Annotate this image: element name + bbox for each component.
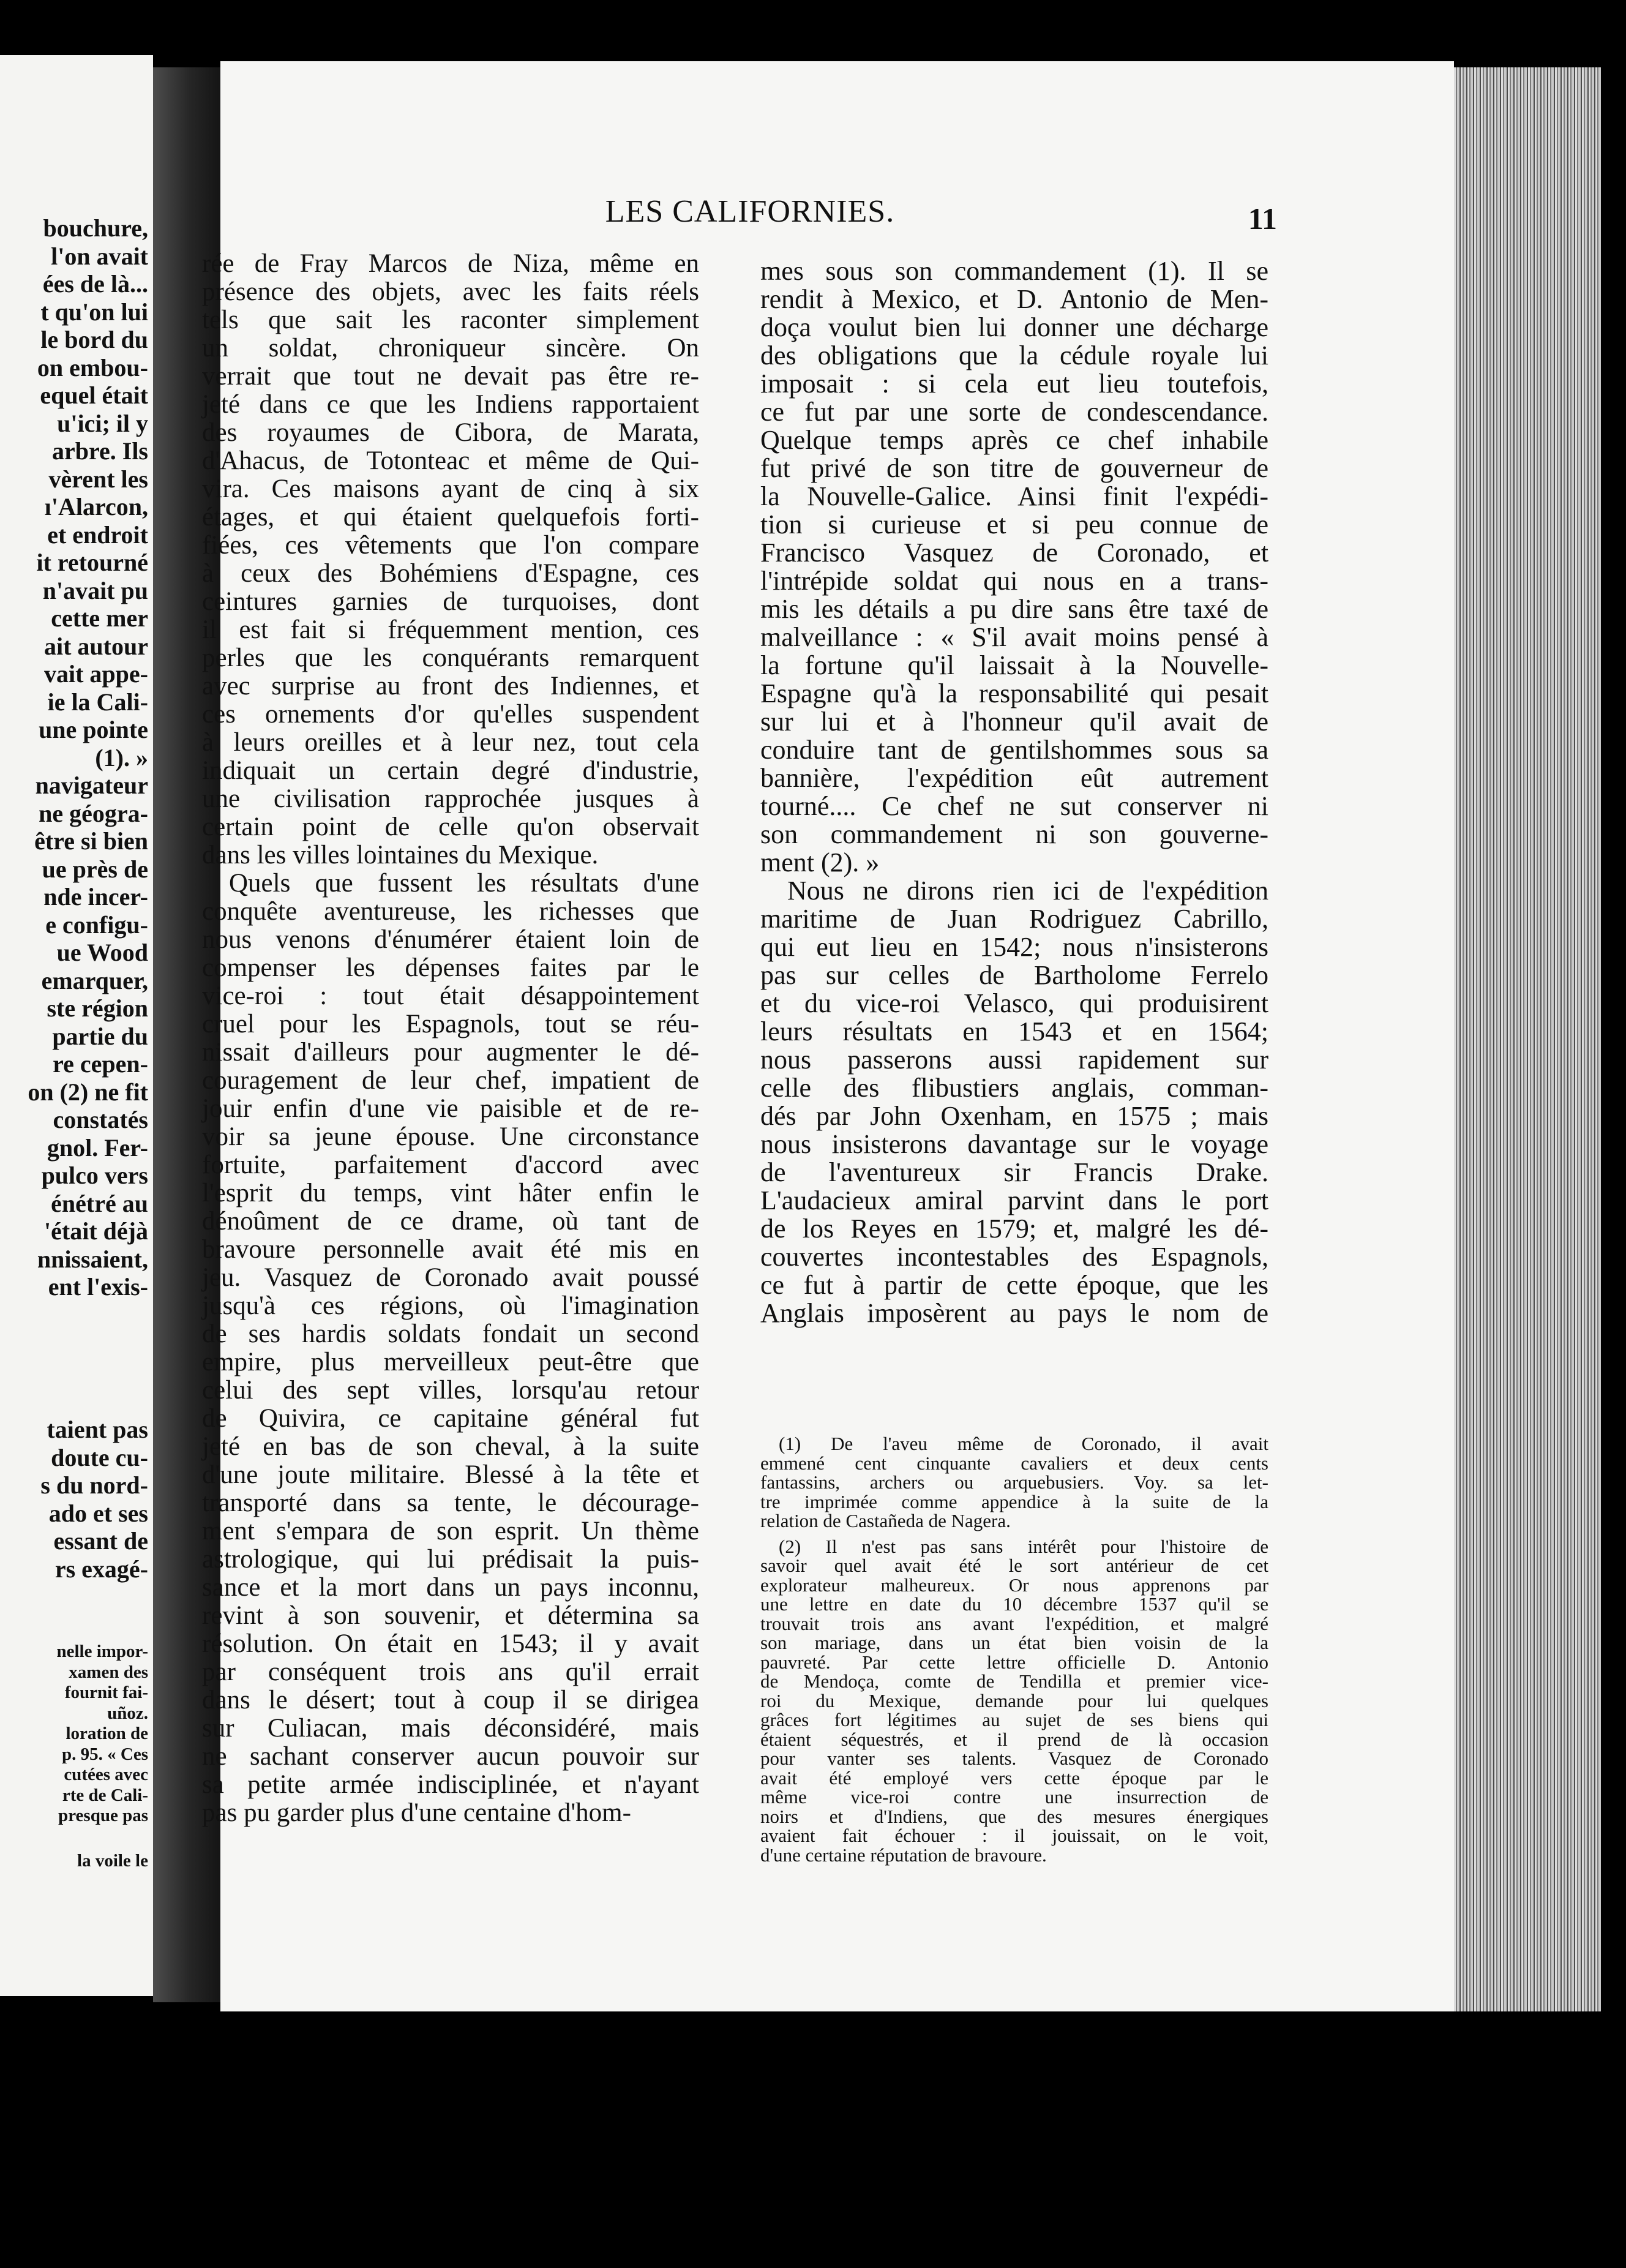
footnote-line: savoir quel avait été le sort antérieur de cet xyxy=(760,1555,1268,1576)
text-line: l'esprit du temps, vint hâter enfin le xyxy=(202,1179,699,1207)
text-line: d'une joute militaire. Blessé à la tête et xyxy=(202,1460,699,1489)
footnote-line: pour vanter ses talents. Vasquez de Coronado xyxy=(760,1748,1268,1769)
text-line: transporté dans sa tente, le décourage- xyxy=(202,1489,699,1517)
text-line: voir sa jeune épouse. Une circonstance xyxy=(202,1122,699,1151)
prev-page-line: pulco vers xyxy=(41,1162,148,1189)
prev-page-line: gnol. Fer- xyxy=(47,1133,148,1162)
text-line: sur Culiacan, mais déconsidéré, mais xyxy=(202,1714,699,1743)
footnote-line: de Mendoça, comte de Tendilla et premier vice- xyxy=(760,1670,1268,1692)
text-line: doça voulut bien lui donner une décharge xyxy=(760,312,1268,342)
text-line: étages, et qui étaient quelquefois forti- xyxy=(202,503,699,531)
text-line: ce fut par une sorte de condescendance. xyxy=(760,397,1268,427)
footnote-line: avait été employé vers cette époque par le xyxy=(760,1767,1268,1789)
prev-page-line: ste région xyxy=(47,994,148,1022)
prev-page-line: nnissaient, xyxy=(37,1245,148,1273)
prev-page-note-line: loration de xyxy=(66,1724,148,1743)
text-line: sur lui et à l'honneur qu'il avait de xyxy=(760,707,1268,737)
text-line: conduire tant de gentilshommes sous sa xyxy=(760,735,1268,765)
text-line: ceintures garnies de turquoises, dont xyxy=(202,587,699,616)
footnote-line: tre imprimée comme appendice à la suite de la xyxy=(760,1490,1268,1512)
prev-page-line: vèrent les xyxy=(48,465,148,493)
footnote-line: même vice-roi contre une insurrection de xyxy=(760,1786,1268,1808)
text-line: de los Reyes en 1579; et, malgré les dé- xyxy=(760,1214,1268,1244)
prev-page-line: ado et ses xyxy=(48,1499,148,1527)
text-line: ces ornements d'or qu'elles suspendent xyxy=(202,700,699,729)
text-line: un soldat, chroniqueur sincère. On xyxy=(202,334,699,362)
prev-page-line: ı'Alarcon, xyxy=(44,493,148,520)
prev-page-line: on embou- xyxy=(37,353,148,381)
text-line: résolution. On était en 1543; il y avait xyxy=(202,1629,699,1658)
text-line: de Quivira, ce capitaine général fut xyxy=(202,1404,699,1433)
text-line: bannière, l'expédition eût autrement xyxy=(760,763,1268,793)
footnote-line: fantassins, archers ou arquebusiers. Voy. sa let- xyxy=(760,1471,1268,1493)
text-line: jusqu'à ces régions, où l'imagination xyxy=(202,1291,699,1320)
footnote-line: pauvreté. Par cette lettre officielle D. Antonio xyxy=(760,1651,1268,1673)
prev-page-line: le bord du xyxy=(40,326,148,353)
text-line: d'Ahacus, de Totonteac et même de Qui- xyxy=(202,446,699,475)
footnotes xyxy=(760,1434,1268,1864)
text-line: leurs résultats en 1543 et en 1564; xyxy=(760,1016,1268,1046)
prev-page-line: être si bien xyxy=(34,827,148,855)
prev-page-line: ie la Cali- xyxy=(47,688,148,716)
text-line: rendit à Mexico, et D. Antonio de Men- xyxy=(760,284,1268,314)
text-line: ce fut à partir de cette époque, que les xyxy=(760,1270,1268,1300)
prev-page-note-line: p. 95. « Ces xyxy=(62,1744,148,1764)
footnote-line: d'une certaine réputation de bravoure. xyxy=(760,1844,1047,1866)
text-line: son commandement ni son gouverne- xyxy=(760,819,1268,849)
prev-page-note-line: presque pas xyxy=(58,1806,148,1825)
text-line: Anglais imposèrent au pays le nom de xyxy=(760,1298,1268,1328)
text-line: nous passerons aussi rapidement sur xyxy=(760,1045,1268,1075)
text-line: pas pu garder plus d'une centaine d'hom- xyxy=(202,1798,631,1827)
text-line: L'audacieux amiral parvint dans le port xyxy=(760,1185,1268,1215)
text-line: rée de Fray Marcos de Niza, même en xyxy=(202,249,699,278)
text-line: fut privé de son titre de gouverneur de xyxy=(760,453,1268,483)
text-line: à ceux des Bohémiens d'Espagne, ces xyxy=(202,559,699,588)
footnote-line: avaient fait échouer : il jouissait, on le voit, xyxy=(760,1825,1268,1846)
text-line: avec surprise au front des Indiennes, et xyxy=(202,672,699,700)
text-line: la fortune qu'il laissait à la Nouvelle- xyxy=(760,650,1268,680)
footnote-line: une lettre en date du 10 décembre 1537 qu'il se xyxy=(760,1593,1268,1615)
text-line: tion si curieuse et si peu connue de xyxy=(760,509,1268,539)
text-line: couragement de leur chef, impatient de xyxy=(202,1066,699,1095)
text-line: de l'aventureux sir Francis Drake. xyxy=(760,1157,1268,1187)
text-line: astrologique, qui lui prédisait la puis- xyxy=(202,1545,699,1574)
text-line: couvertes incontestables des Espagnols, xyxy=(760,1242,1268,1272)
text-line: maritime de Juan Rodriguez Cabrillo, xyxy=(760,904,1268,934)
prev-page-line: bouchure, xyxy=(43,214,148,242)
text-line: jeté en bas de son cheval, à la suite xyxy=(202,1432,699,1461)
text-line: sance et la mort dans un pays inconnu, xyxy=(202,1573,699,1602)
text-line: sa petite armée indisciplinée, et n'ayant xyxy=(202,1770,699,1799)
prev-page-note-line: nelle impor- xyxy=(56,1642,148,1661)
footnote-1 xyxy=(760,1434,1268,1531)
text-line: mes sous son commandement (1). Il se xyxy=(760,256,1268,286)
text-line: perles que les conquérants remarquent xyxy=(202,644,699,672)
text-line: des obligations que la cédule royale lui xyxy=(760,340,1268,370)
prev-page-line: 'était déjà xyxy=(44,1217,148,1245)
footnote-line: noirs et d'Indiens, que des mesures énergiques xyxy=(760,1805,1268,1827)
footnote-line: relation de Castañeda de Nagera. xyxy=(760,1510,1011,1531)
prev-page-line: ue près de xyxy=(42,855,148,883)
text-line: présence des objets, avec les faits réels xyxy=(202,277,699,306)
text-line: tels que sait les raconter simplement xyxy=(202,306,699,334)
text-line: bravoure personnelle avait été mis en xyxy=(202,1235,699,1264)
prev-page-line: ue Wood xyxy=(56,939,148,966)
text-line: Nous ne dirons rien ici de l'expédition xyxy=(787,876,1268,906)
text-line: vice-roi : tout était désappointement xyxy=(202,982,699,1010)
footnote-line: trouvait trois ans avant l'expédition, et malgré xyxy=(760,1612,1268,1634)
text-line: dénoûment de ce drame, où tant de xyxy=(202,1207,699,1236)
prev-page-note-line: rte de Cali- xyxy=(62,1785,148,1805)
prev-page-line: et endroit xyxy=(47,520,148,549)
prev-page-line: ées de là... xyxy=(42,270,148,298)
prev-page-line: e configu- xyxy=(45,911,148,939)
footnote-line: (1) De l'aveu même de Coronado, il avait xyxy=(779,1433,1268,1454)
previous-page-fragment xyxy=(0,55,153,1996)
footnote-line: son mariage, dans un état bien voisin de la xyxy=(760,1632,1268,1653)
text-line: nissait d'ailleurs pour augmenter le dé- xyxy=(202,1038,699,1067)
footnote-line: (2) Il n'est pas sans intérêt pour l'histoire de xyxy=(779,1535,1268,1557)
text-line: celui des sept villes, lorsqu'au retour xyxy=(202,1376,699,1405)
text-line: dés par John Oxenham, en 1575 ; mais xyxy=(760,1101,1268,1131)
text-line: ment (2). » xyxy=(760,847,880,877)
prev-page-line: t qu'on lui xyxy=(40,298,148,326)
prev-page-line: n'avait pu xyxy=(42,576,148,604)
prev-page-line: nde incer- xyxy=(43,883,148,911)
text-line: compenser les dépenses faites par le xyxy=(202,953,699,982)
text-line: à leurs oreilles et à leur nez, tout cela xyxy=(202,728,699,757)
text-line: certain point de celle qu'on observait xyxy=(202,813,699,841)
text-line: et du vice-roi Velasco, qui produisirent xyxy=(760,988,1268,1018)
text-line: jeu. Vasquez de Coronado avait poussé xyxy=(202,1263,699,1292)
text-line: empire, plus merveilleux peut-être que xyxy=(202,1348,699,1376)
text-line: fiées, ces vêtements que l'on compare xyxy=(202,531,699,560)
prev-page-line: (1). » xyxy=(95,743,148,772)
prev-page-line: it retourné xyxy=(36,549,148,576)
text-line: fortuite, parfaitement d'accord avec xyxy=(202,1151,699,1179)
text-line: pas sur celles de Bartholome Ferrelo xyxy=(760,960,1268,990)
text-line: malveillance : « S'il avait moins pensé à xyxy=(760,622,1268,652)
prev-page-line: arbre. Ils xyxy=(51,437,148,465)
text-line: ment s'empara de son esprit. Un thème xyxy=(202,1517,699,1545)
text-line: dans le désert; tout à coup il se dirigea xyxy=(202,1686,699,1714)
text-line: cruel pour les Espagnols, tout se réu- xyxy=(202,1010,699,1038)
text-line: revint à son souvenir, et détermina sa xyxy=(202,1601,699,1630)
prev-page-note-line: cutées avec xyxy=(64,1765,148,1784)
text-line: Francisco Vasquez de Coronado, et xyxy=(760,538,1268,568)
text-line: nous venons d'énumérer étaient loin de xyxy=(202,925,699,954)
text-line: jouir enfin d'une vie paisible et de re- xyxy=(202,1094,699,1123)
prev-page-note-line: uñoz. xyxy=(107,1703,148,1723)
prev-page-line: u'ici; il y xyxy=(57,409,148,437)
prev-page-line: ent l'exis- xyxy=(48,1273,148,1301)
footnote-2 xyxy=(760,1537,1268,1865)
text-line: une civilisation rapprochée jusques à xyxy=(202,784,699,813)
prev-page-line: s du nord- xyxy=(40,1471,148,1499)
text-line: par conséquent trois ans qu'il errait xyxy=(202,1658,699,1686)
prev-page-line: doute cu- xyxy=(51,1443,148,1471)
prev-page-line: essant de xyxy=(53,1527,148,1555)
text-line: imposait : si cela eut lieu toutefois, xyxy=(760,369,1268,399)
text-line: conquête aventureuse, les richesses que xyxy=(202,897,699,926)
left-column xyxy=(202,250,699,1827)
footnote-line: emmené cent cinquante cavaliers et deux cents xyxy=(760,1452,1268,1474)
prev-page-note-line: fournit fai- xyxy=(64,1683,148,1702)
prev-page-line: re cepen- xyxy=(53,1050,148,1078)
page-edge-stack xyxy=(1454,67,1601,2011)
prev-page-line: partie du xyxy=(52,1022,148,1050)
text-line: jeté dans ce que les Indiens rapportaient xyxy=(202,390,699,419)
text-line: l'intrépide soldat qui nous en a trans- xyxy=(760,566,1268,596)
text-line: verrait que tout ne devait pas être re- xyxy=(202,362,699,391)
text-line: mis les détails a pu dire sans être taxé de xyxy=(760,594,1268,624)
prev-page-line: l'on avait xyxy=(51,242,148,270)
prev-page-line: une pointe xyxy=(39,716,148,743)
prev-page-line: taient pas xyxy=(47,1416,148,1443)
prev-page-line: ait autour xyxy=(44,632,148,660)
text-line: celle des flibustiers anglais, comman- xyxy=(760,1073,1268,1103)
text-line: qui eut lieu en 1542; nous n'insisterons xyxy=(760,932,1268,962)
text-line: Quels que fussent les résultats d'une xyxy=(229,869,699,898)
prev-page-line: vait appe- xyxy=(44,660,148,688)
footnote-line: explorateur malheureux. Or nous apprenons par xyxy=(760,1574,1268,1596)
text-line: vira. Ces maisons ayant de cinq à six xyxy=(202,475,699,503)
footnote-line: roi du Mexique, demande pour lui quelques xyxy=(760,1689,1268,1711)
text-line: nous insisterons davantage sur le voyage xyxy=(760,1129,1268,1159)
text-line: il est fait si fréquemment mention, ces xyxy=(202,615,699,644)
prev-page-line: énétré au xyxy=(51,1189,148,1217)
text-line: ne sachant conserver aucun pouvoir sur xyxy=(202,1742,699,1771)
prev-page-line: on (2) ne fit xyxy=(28,1078,148,1106)
prev-page-note-line: xamen des xyxy=(69,1662,148,1682)
text-line: Quelque temps après ce chef inhabile xyxy=(760,425,1268,455)
prev-page-line: equel était xyxy=(40,381,148,409)
footnote-line: étaient séquestrés, et il prend de là occasion xyxy=(760,1728,1268,1750)
footnote-line: grâces fort légitimes au sujet de ses biens qui xyxy=(760,1709,1268,1730)
prev-page-line: ne géogra- xyxy=(39,799,148,827)
prev-page-line: rs exagé- xyxy=(54,1555,148,1583)
prev-page-line: emarquer, xyxy=(41,966,148,994)
text-line: la Nouvelle-Galice. Ainsi finit l'expédi- xyxy=(760,481,1268,511)
running-head: LES CALIFORNIES. xyxy=(605,194,895,229)
text-line: dans les villes lointaines du Mexique. xyxy=(202,841,599,869)
text-line: tourné.... Ce chef ne sut conserver ni xyxy=(760,791,1268,821)
text-line: indiquait un certain degré d'industrie, xyxy=(202,756,699,785)
text-line: Espagne qu'à la responsabilité qui pesait xyxy=(760,678,1268,708)
prev-page-note-line: la voile le xyxy=(77,1850,148,1871)
page-number: 11 xyxy=(1248,201,1277,236)
prev-page-line: cette mer xyxy=(51,604,148,632)
text-line: des royaumes de Cibora, de Marata, xyxy=(202,418,699,447)
right-column xyxy=(760,257,1268,1327)
text-line: de ses hardis soldats fondait un second xyxy=(202,1320,699,1348)
prev-page-line: navigateur xyxy=(35,772,148,799)
prev-page-line: constatés xyxy=(53,1106,148,1133)
